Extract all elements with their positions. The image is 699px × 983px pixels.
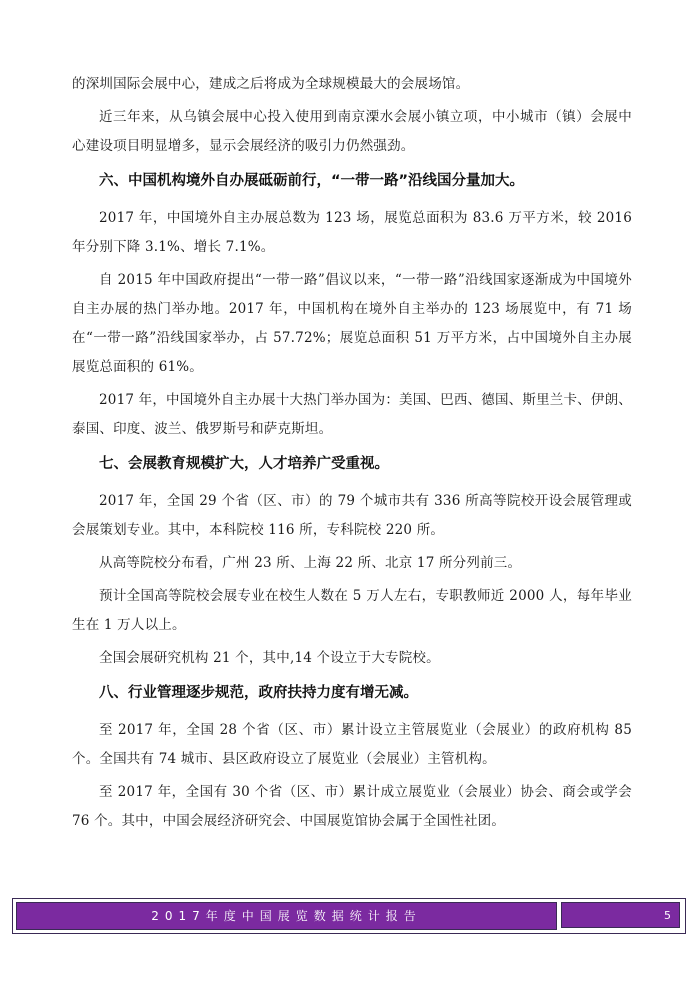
section-heading-8: 八、行业管理逐步规范，政府扶持力度有增无减。 <box>99 685 418 701</box>
paragraph: 至 2017 年，全国有 30 个省（区、市）累计成立展览业（会展业）协会、商会或学会 76 个。其中，中国会展经济研究会、中国展览馆协会属于全国性社团。 <box>72 784 632 829</box>
paragraph: 2017 年，中国境外自主办展十大热门举办国为：美国、巴西、德国、斯里兰卡、伊朗、泰国、印度、波兰、俄罗斯号和萨克斯坦。 <box>72 392 632 437</box>
paragraph: 2017 年，中国境外自主办展总数为 123 场，展览总面积为 83.6 万平方米，较 2016 年分别下降 3.1%、增长 7.1%。 <box>72 210 632 255</box>
paragraph: 的深圳国际会展中心，建成之后将成为全球规模最大的会展场馆。 <box>72 76 470 92</box>
paragraph: 2017 年，全国 29 个省（区、市）的 79 个城市共有 336 所高等院校开设会展管理或会展策划专业。其中，本科院校 116 所，专科院校 220 所。 <box>72 493 632 538</box>
paragraph: 全国会展研究机构 21 个，其中,14 个设立于大专院校。 <box>99 650 440 666</box>
paragraph: 至 2017 年，全国 28 个省（区、市）累计设立主管展览业（会展业）的政府机构 85 个。全国共有 74 城市、县区政府设立了展览业（会展业）主管机构。 <box>72 722 632 767</box>
page-footer <box>12 898 686 934</box>
paragraph: 预计全国高等院校会展专业在校生人数在 5 万人左右，专职教师近 2000 人，每年毕业生在 1 万人以上。 <box>72 588 632 633</box>
footer-frame <box>12 898 686 934</box>
paragraph: 从高等院校分布看，广州 23 所、上海 22 所、北京 17 所分列前三。 <box>99 555 522 571</box>
paragraph: 近三年来，从乌镇会展中心投入使用到南京溧水会展小镇立项，中小城市（镇）会展中心建设项目明显增多，显示会展经济的吸引力仍然强劲。 <box>72 109 632 154</box>
footer-report-title: 2017年度中国展览数据统计报告 <box>16 902 557 930</box>
paragraph: 自 2015 年中国政府提出“一带一路”倡议以来，“一带一路”沿线国家逐渐成为中国境外自主办展的热门举办地。2017 年，中国机构在境外自主举办的 123 场展览中，有 71 场在“一带一路”沿线国家举办，占 57.72%；展览总面积 51 万平方米，占中国境外自主办展展览总面积的 61%。 <box>72 272 632 375</box>
section-heading-6: 六、中国机构境外自办展砥砺前行，“一带一路”沿线国分量加大。 <box>99 173 525 189</box>
section-heading-7: 七、会展教育规模扩大，人才培养广受重视。 <box>99 456 389 472</box>
footer-page-number: 5 <box>561 902 680 928</box>
document-body <box>72 70 632 840</box>
